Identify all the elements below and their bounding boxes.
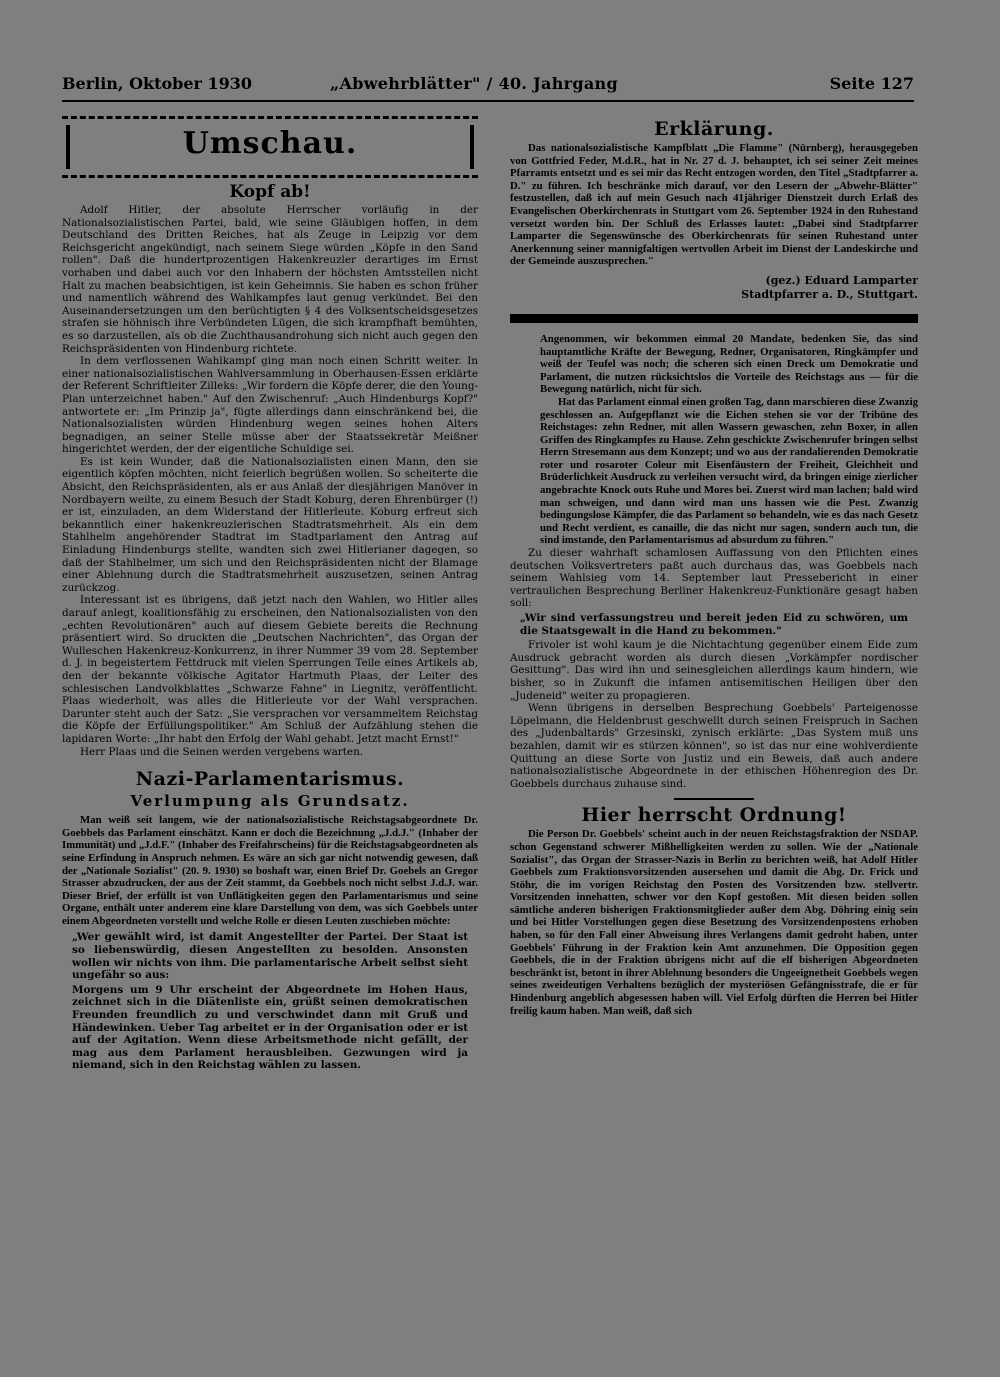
signature-name: (gez.) Eduard Lamparter: [765, 273, 918, 287]
article-paragraph: Frivoler ist wohl kaum je die Nichtachtung gegenüber einem Eide zum Ausdruck gebracht worden als durch diesen „Vorkämpfer nordischer Gesittung". Das wird ihn und seinesgleichen allerdings kaum hindern, wie bisher, so in Zukunft die infamen antisemitischen Heiligen über den „Judeneid" weiter zu propagieren.: [510, 639, 918, 702]
banner-bar-left: [66, 125, 70, 169]
article-quote: „Wir sind verfassungstreu und bereit jeden Eid zu schwören, um die Staatsgewalt in die Hand zu bekommen.": [520, 612, 908, 637]
article-headline: Erklärung.: [654, 118, 774, 140]
article-paragraph: Die Person Dr. Goebbels' scheint auch in der neuen Reichstagsfraktion der NSDAP. schon Gegenstand schwerer Mißhelligkeiten werden zu sollen. Wie der „Nationale Sozialist", das Organ der Strasser-Nazis in Berlin zu berichten weiß, hat Adolf Hitler Goebbels zum Fraktionsvorsitzenden ausersehen und damit die Abg. Dr. Frick und Stöhr, die im vorigen Reichstag den Posten des Vorsitzenden bzw. stellvertr. Vorsitzenden innehatten, schwer vor den Kopf gestoßen. Mit diesen beiden sollen sämtliche anderen bisherigen Fraktionsmitglieder außer dem Abg. Döhring einig sein und bei Hitler Vorstellungen gegen diese Besetzung des Vorsitzendenpostens erhoben haben, so für den Fall einer Abweisung ihres Verlangens damit gedroht haben, unter Goebbels' Führung in der Fraktion kein Amt anzunehmen. Die Opposition gegen Goebbels, die in der Fraktion übrigens nicht auf die elf bisherigen Abgeordneten beschränkt ist, betont in ihrer Ablehnung besonders die Ungeeignetheit Goebbels wegen seines zweideutigen Verhaltens bezüglich der mysteriösen Gefängnisstrafe, die er für Hindenburg angeblich abgesessen haben will. Viel Erfolg dürften die Herren bei Hitler freilig kaum haben. Man weiß, daß sich: [510, 828, 918, 1017]
article-paragraph: Angenommen, wir bekommen einmal 20 Mandate, bedenken Sie, das sind hauptamtliche Kräfte der Bewegung, Redner, Organisatoren, Ringkämpfer und weiß der Teufel was noch; die scheren sich einen Dreck um Demokratie und Parlament, die nutzen rücksichtslos die Vorteile des Reichstags aus — für die Bewegung natürlich, nicht für sich.: [540, 332, 918, 396]
article-paragraph: In dem verflossenen Wahlkampf ging man noch einen Schritt weiter. In einer nationalsozialistischen Wahlversammlung in Oberhausen-Essen erklärte der Referent Schriftleiter Zilleks: „Wir fordern die Köpfe derer, die den Young-Plan unterzeichnet haben." Auf den Zwischenruf: „Auch Hindenburgs Kopf?" antwortete er: „Im Prinzip ja", fügte allerdings dann einschränkend bei, die Nationalsozialisten würden Hindenburg wegen seines hohen Alters begnadigen, an seiner Stelle müsse aber der Staatssekretär Meißner hingerichtet werden, der der eigentliche Schuldige sei.: [62, 355, 478, 456]
section-title: Umschau.: [182, 126, 358, 161]
article-headline: Hier herrscht Ordnung!: [581, 804, 847, 827]
header-place-date: Berlin, Oktober 1930: [62, 74, 253, 93]
article-subheadline: Verlumpung als Grundsatz.: [130, 792, 410, 811]
section-divider: [510, 314, 918, 323]
article-quote: Morgens um 9 Uhr erscheint der Abgeordnete im Hohen Haus, zeichnet sich in die Diätenliste ein, grüßt seinen demokratischen Freunden freundlich zu und verschwindet dann mit Gruß und Händewinken. Ueber Tag arbeitet er in der Organisation oder er ist auf der Agitation. Wenn diese Arbeitsmethode nicht gefällt, der mag aus dem Parlament herausbleiben. Gezwungen wird ja niemand, sich in den Reichstag wählen zu lassen.: [72, 983, 468, 1072]
right-column: [510, 106, 918, 1362]
article-paragraph: Zu dieser wahrhaft schamlosen Auffassung von den Pflichten eines deutschen Volksvertreters paßt auch durchaus das, was Goebbels nach seinem Wahlsieg vom 14. September laut Pressebericht in einer vertraulichen Besprechung Berliner Hakenkreuz-Funktionäre gesagt haben soll:: [510, 547, 918, 610]
article-headline: Nazi-Parlamentarismus.: [135, 768, 405, 791]
header-page-number: Seite 127: [829, 74, 914, 93]
page-header: [62, 68, 914, 98]
left-column: [62, 106, 478, 1362]
article-paragraph: Es ist kein Wunder, daß die Nationalsozialisten einen Mann, den sie eigentlich köpfen möchten, nicht feierlich begrüßen wollen. So scheiterte die Absicht, den Reichspräsidenten, als er aus Anlaß der diesjährigen Manöver in Nordbayern weilte, zu einem Besuch der Stadt Koburg, deren Ehrenbürger (!) er ist, einzuladen, an dem Widerstand der Hitlerleute. Koburg erfreut sich bekanntlich einer hakenkreuzlerischen Stadtratsmehrheit. Als ein dem Stahlhelm angehörender Stadtrat im Stadtparlament den Antrag auf Einladung Hindenburgs stellte, wandten sich zwei Hitlerianer dagegen, so daß der Stahlhelmer, um sich und den Reichspräsidenten nicht der Blamage einer Ablehnung durch die Stadtratsmehrheit auszusetzen, seinen Antrag zurückzog.: [62, 455, 478, 594]
signature-title: Stadtpfarrer a. D., Stuttgart.: [741, 287, 918, 301]
article-paragraph: Interessant ist es übrigens, daß jetzt nach den Wahlen, wo Hitler alles darauf anlegt, koalitionsfähig zu erscheinen, den Nationalsozialisten von den „echten Revolutionären" auch auf diesem Gebiete bereits die Rechnung präsentiert wird. So druckten die „Deutschen Nachrichten", das Organ der Wulleschen Hakenkreuz-Konkurrenz, in ihrer Nummer 39 vom 28. September d. J. in begeistertem Fettdruck mit vielen Sperrungen Teile eines Artikels ab, den der bekannte völkische Agitator Hartmuth Plaas, der Leiter des schlesischen Landvolkblattes „Schwarze Fahne" in Liegnitz, veröffentlicht. Plaas wiederholt, was alles die Hitlerleute vor der Wahl versprachen. Darunter steht auch der Satz: „Sie versprachen vor versammeltem Reichstag die Köpfe der Erfüllungspolitiker." Am Schluß der Aufzählung stehen die lapidaren Worte: „Ihr habt den Erfolg der Wahl gehabt. Jetzt macht Ernst!": [62, 594, 478, 745]
article-paragraph: Hat das Parlament einmal einen großen Tag, dann marschieren diese Zwanzig geschlossen an. Aufgepflanzt wie die Eichen stehen sie vor der Tribüne des Reichstages: zehn Redner, mit allen Wassern gewaschen, zehn Boxer, in allen Griffen des Ringkampfes zu Hause. Zehn geschickte Zwischenrufer bringen selbst Herrn Stresemann aus dem Konzept; und wo aus der randalierenden Demokratie roter und rosaroter Coleur mit Eisenfäustern der Freiheit, Gleichheit und Brüderlichkeit Ausdruck zu verleihen versucht wird, da bringen einige zierlicher angebrachte Knock outs Ruhe und Mores bei. Zuerst wird man lachen; bald wird man schweigen, und dann wird man uns hassen wie die Pest. Zwanzig bedingungslose Kämpfer, die das Parlament so behandeln, wie es das nach Gesetz und Recht verdient, es canaille, die das nicht nur sagen, sondern auch tun, die sind imstande, den Parlamentarismus ad absurdum zu führen.": [540, 395, 918, 547]
article-divider: [674, 798, 754, 800]
header-publication: „Abwehrblätter" / 40. Jahrgang: [330, 74, 618, 93]
article-paragraph: Das nationalsozialistische Kampfblatt „Die Flamme" (Nürnberg), herausgegeben von Gottfried Feder, M.d.R., hat in Nr. 27 d. J. behauptet, ich sei seiner Zeit meines Pfarramts entsetzt und es sei mir das Recht entzogen worden, den Titel „Stadtpfarrer a. D." zu führen. Ich beschränke mich darauf, vor den Lesern der „Abwehr-Blätter" festzustellen, daß ich auf mein Gesuch nach 41jähriger Dienstzeit durch Erlaß des Evangelischen Oberkirchenrats in Stuttgart vom 26. September 1924 in den Ruhestand versetzt worden bin. Der Schluß des Erlasses lautet: „Dabei sind Stadtpfarrer Lamparter die Segenswünsche des Oberkirchenrats für seinen Ruhestand unter Anerkennung seiner mannigfaltigen wertvollen Arbeit im Dienst der Landeskirche und der Gemeinde auszusprechen.": [510, 142, 918, 268]
article-quote: „Wer gewählt wird, ist damit Angestellter der Partei. Der Staat ist so liebenswürdig, diesen Angestellten zu besolden. Ansonsten wollen wir nichts von ihm. Die parlamentarische Arbeit selbst sieht ungefähr so aus:: [72, 931, 468, 982]
article-paragraph: Herr Plaas und die Seinen werden vergebens warten.: [80, 745, 364, 758]
article-headline: Kopf ab!: [229, 182, 311, 202]
article-paragraph: Wenn übrigens in derselben Besprechung Goebbels' Parteigenosse Löpelmann, die Heldenbrust geschwellt durch seinen Freispruch in Sachen des „Judenbaltards" Grzesinski, zynisch erklärte: „Das System muß uns bezahlen, damit wir es stürzen können", so ist das nur eine wohlverdiente Quittung an diese Sorte von Justiz und ein Beweis, daß auch andere nationalsozialistische Abgeordnete in der ethischen Höhenregion des Dr. Goebbels durchaus zuhause sind.: [510, 702, 918, 790]
banner-bar-right: [470, 125, 474, 169]
article-paragraph: Man weiß seit langem, wie der nationalsozialistische Reichstagsabgeordnete Dr. Goebbels das Parlament einschätzt. Kann er doch die Bezeichnung „J.d.J." (Inhaber der Immunität) und „J.d.F." (Inhaber des Freifahrscheins) für die Reichstagsabgeordneten als seine Erfindung in Anspruch nehmen. Es wäre an sich gar nicht notwendig gewesen, daß der „Nationale Sozialist" (20. 9. 1930) so boshaft war, einen Brief Dr. Goebels an Gregor Strasser abzudrucken, der aus der Zeit stammt, da Goebbels noch nicht selbst J.d.J. war. Dieser Brief, der erfüllt ist von Unflätigkeiten gegen den Parlamentarismus und seine Organe, enthält unter anderem eine klare Darstellung von dem, was sich Goebbels unter einem Abgeordneten vorstellt und welche Rolle er diesen Leuten zuschieben möchte:: [62, 814, 478, 927]
article-paragraph: Adolf Hitler, der absolute Herrscher vorläufig in der Nationalsozialistischen Partei, bald, wie seine Gläubigen hoffen, in dem Deutschland des Dritten Reiches, hat als Zeuge in Leipzig vor dem Reichsgericht angekündigt, nach seinem Siege würden „Köpfe in den Sand rollen". Daß die hundertprozentigen Hakenkreuzler derartiges im Ernst vorhaben und dabei auch vor den Inhabern der höchsten Amtsstellen nicht Halt zu machen beabsichtigen, ist kein Geheimnis. Sie haben es schon früher und namentlich während des Wahlkampfes laut genug verkündet. Bei den Auseinandersetzungen um den berüchtigten § 4 des Volksentscheidsgesetzes strafen sie höhnisch ihre Verbündeten Lügen, die sich krampfhaft bemühten, es so darzustellen, als ob die Zuchthausandrohung sich nicht auch gegen den Reichspräsidenten von Hindenburg richtete.: [62, 204, 478, 355]
section-banner: [62, 116, 478, 178]
header-rule: [62, 100, 914, 102]
